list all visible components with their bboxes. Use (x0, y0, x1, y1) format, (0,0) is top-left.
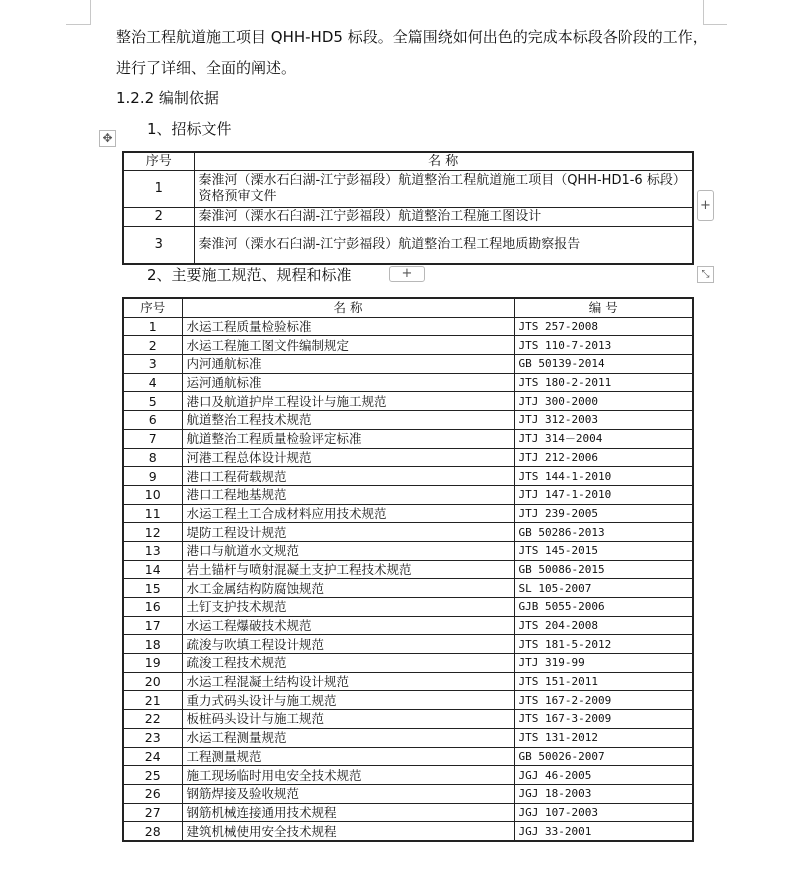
table-row (123, 411, 693, 430)
table-row (123, 747, 693, 766)
table-row (123, 579, 693, 598)
row-code: JTS 131-2012 (514, 728, 693, 747)
row-name: 内河通航标准 (182, 355, 514, 374)
table-row (123, 485, 693, 504)
row-code: JGJ 33-2001 (514, 822, 693, 841)
header-cell-name: 名 称 (182, 298, 514, 317)
row-index: 15 (123, 579, 182, 598)
row-name: 水工金属结构防腐蚀规范 (182, 579, 514, 598)
table-row (123, 784, 693, 803)
table-row (123, 710, 693, 729)
table-row (123, 523, 693, 542)
section-heading: 1.2.2 编制依据 (116, 89, 219, 107)
add-row-plus-icon[interactable]: + (389, 266, 425, 282)
table-row (123, 672, 693, 691)
row-index: 11 (123, 504, 182, 523)
intro-line-1: 整治工程航道施工项目 QHH-HD5 标段。全篇围绕如何出色的完成本标段各阶段的工作， (116, 28, 708, 46)
table-row (123, 541, 693, 560)
row-index: 26 (123, 784, 182, 803)
row-index: 18 (123, 635, 182, 654)
row-name: 港口及航道护岸工程设计与施工规范 (182, 392, 514, 411)
row-name: 港口工程地基规范 (182, 485, 514, 504)
crop-mark-top-right-v (703, 0, 704, 24)
table-row (123, 429, 693, 448)
row-index: 4 (123, 373, 182, 392)
row-name: 工程测量规范 (182, 747, 514, 766)
table-row (123, 355, 693, 374)
row-index: 9 (123, 467, 182, 486)
row-name: 水运工程质量检验标准 (182, 317, 514, 336)
row-name: 重力式码头设计与施工规范 (182, 691, 514, 710)
row-name: 土钉支护技术规范 (182, 598, 514, 617)
row-index: 3 (123, 355, 182, 374)
row-code: JTJ 212-2006 (514, 448, 693, 467)
table-row (123, 392, 693, 411)
row-name: 港口工程荷载规范 (182, 467, 514, 486)
row-code: JTJ 319-99 (514, 654, 693, 673)
table-row (123, 766, 693, 785)
row-index: 2 (123, 336, 182, 355)
row-name: 施工现场临时用电安全技术规范 (182, 766, 514, 785)
table-row (123, 467, 693, 486)
row-name: 河港工程总体设计规范 (182, 448, 514, 467)
add-column-plus-icon[interactable]: + (697, 190, 714, 221)
subheading-standards: 2、主要施工规范、规程和标准 (147, 266, 352, 284)
row-code: JTJ 300-2000 (514, 392, 693, 411)
table-row (123, 560, 693, 579)
row-index: 28 (123, 822, 182, 841)
table-header-row (123, 298, 693, 317)
row-name: 秦淮河（溧水石臼湖-江宁彭福段）航道整治工程航道施工项目（QHH-HD1-6 标段）资格预审文件 (194, 171, 693, 208)
row-index: 1 (123, 171, 194, 208)
row-name: 航道整治工程技术规范 (182, 411, 514, 430)
row-name: 岩土锚杆与喷射混凝土支护工程技术规范 (182, 560, 514, 579)
row-index: 19 (123, 654, 182, 673)
row-index: 5 (123, 392, 182, 411)
table-row (123, 654, 693, 673)
row-name: 秦淮河（溧水石臼湖-江宁彭福段）航道整治工程施工图设计 (194, 208, 693, 227)
crop-mark-top-right-h (703, 24, 727, 25)
row-code: JTJ 314－2004 (514, 429, 693, 448)
subheading-tender-docs: 1、招标文件 (147, 120, 232, 138)
row-code: GB 50286-2013 (514, 523, 693, 542)
row-index: 20 (123, 672, 182, 691)
row-index: 16 (123, 598, 182, 617)
row-name: 水运工程土工合成材料应用技术规范 (182, 504, 514, 523)
row-index: 3 (123, 227, 194, 264)
row-code: JTS 167-3-2009 (514, 710, 693, 729)
standards-table (122, 297, 694, 842)
row-name: 钢筋焊接及验收规范 (182, 784, 514, 803)
row-index: 21 (123, 691, 182, 710)
table-row (123, 336, 693, 355)
row-name: 运河通航标准 (182, 373, 514, 392)
row-code: SL 105-2007 (514, 579, 693, 598)
row-name: 秦淮河（溧水石臼湖-江宁彭福段）航道整治工程工程地质勘察报告 (194, 227, 693, 264)
row-index: 25 (123, 766, 182, 785)
row-index: 22 (123, 710, 182, 729)
row-index: 1 (123, 317, 182, 336)
table-row (123, 822, 693, 841)
row-name: 堤防工程设计规范 (182, 523, 514, 542)
row-name: 疏浚与吹填工程设计规范 (182, 635, 514, 654)
row-index: 12 (123, 523, 182, 542)
row-name: 水运工程测量规范 (182, 728, 514, 747)
row-name: 港口与航道水文规范 (182, 541, 514, 560)
row-index: 2 (123, 208, 194, 227)
table-row (123, 691, 693, 710)
row-code: JGJ 46-2005 (514, 766, 693, 785)
row-code: GJB 5055-2006 (514, 598, 693, 617)
table-row (123, 208, 693, 227)
row-index: 7 (123, 429, 182, 448)
table-row (123, 448, 693, 467)
row-code: JTS 144-1-2010 (514, 467, 693, 486)
row-index: 13 (123, 541, 182, 560)
row-code: JTS 181-5-2012 (514, 635, 693, 654)
table-row (123, 373, 693, 392)
intro-line-2: 进行了详细、全面的阐述。 (116, 59, 297, 77)
row-name: 水运工程施工图文件编制规定 (182, 336, 514, 355)
row-code: JTS 167-2-2009 (514, 691, 693, 710)
row-name: 水运工程爆破技术规范 (182, 616, 514, 635)
row-code: JTJ 312-2003 (514, 411, 693, 430)
header-cell-code: 编 号 (514, 298, 693, 317)
row-name: 建筑机械使用安全技术规程 (182, 822, 514, 841)
header-cell-index: 序号 (123, 152, 194, 171)
table-row (123, 317, 693, 336)
table-row (123, 504, 693, 523)
table-row (123, 598, 693, 617)
header-cell-index: 序号 (123, 298, 182, 317)
row-index: 23 (123, 728, 182, 747)
row-index: 17 (123, 616, 182, 635)
row-code: GB 50026-2007 (514, 747, 693, 766)
row-code: JTS 180-2-2011 (514, 373, 693, 392)
crop-mark-top-left-v (90, 0, 91, 24)
table-resize-icon[interactable]: ⤡ (697, 266, 714, 283)
row-code: JTS 110-7-2013 (514, 336, 693, 355)
row-code: JTS 257-2008 (514, 317, 693, 336)
row-code: JGJ 107-2003 (514, 803, 693, 822)
row-name: 板桩码头设计与施工规范 (182, 710, 514, 729)
row-name: 水运工程混凝土结构设计规范 (182, 672, 514, 691)
table-row (123, 803, 693, 822)
row-code: JTJ 147-1-2010 (514, 485, 693, 504)
tender-documents-table (122, 151, 694, 265)
row-code: JTS 151-2011 (514, 672, 693, 691)
row-index: 24 (123, 747, 182, 766)
row-index: 10 (123, 485, 182, 504)
table-row (123, 728, 693, 747)
table-row (123, 227, 693, 264)
table-row (123, 635, 693, 654)
row-code: JTS 204-2008 (514, 616, 693, 635)
row-index: 27 (123, 803, 182, 822)
table-row (123, 616, 693, 635)
row-code: JGJ 18-2003 (514, 784, 693, 803)
header-cell-name: 名 称 (194, 152, 693, 171)
row-code: JTS 145-2015 (514, 541, 693, 560)
row-name: 钢筋机械连接通用技术规程 (182, 803, 514, 822)
row-name: 疏浚工程技术规范 (182, 654, 514, 673)
table-row (123, 171, 693, 208)
crop-mark-top-left-h (66, 24, 91, 25)
row-code: GB 50139-2014 (514, 355, 693, 374)
row-index: 14 (123, 560, 182, 579)
row-code: JTJ 239-2005 (514, 504, 693, 523)
table-move-icon[interactable]: ✥ (99, 130, 116, 147)
row-code: GB 50086-2015 (514, 560, 693, 579)
row-index: 8 (123, 448, 182, 467)
table-header-row (123, 152, 693, 171)
row-name: 航道整治工程质量检验评定标准 (182, 429, 514, 448)
row-index: 6 (123, 411, 182, 430)
